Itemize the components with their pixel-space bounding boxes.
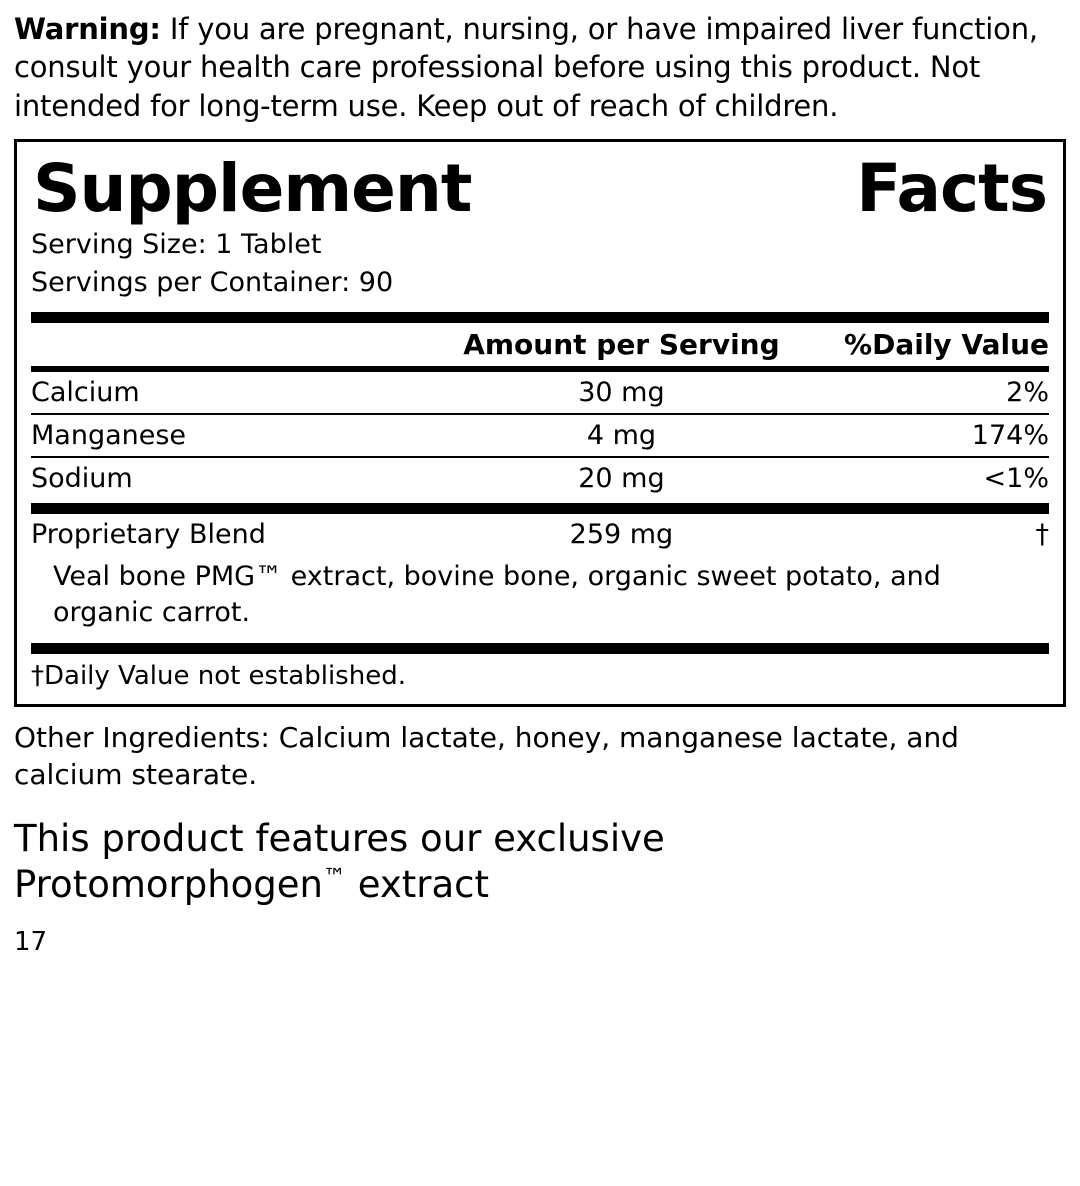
rule-below-blend bbox=[31, 643, 1049, 654]
facts-table bbox=[31, 323, 1049, 366]
nutrient-name: Sodium bbox=[31, 463, 133, 495]
title-supplement-word: Supplement bbox=[33, 149, 472, 227]
nutrient-daily-value: 2% bbox=[805, 372, 1049, 414]
servings-per-container: Servings per Container: 90 bbox=[31, 267, 394, 299]
table-row bbox=[31, 414, 1049, 457]
serving-size: Serving Size: 1 Tablet bbox=[31, 228, 322, 260]
header-daily-value: %Daily Value bbox=[844, 328, 1049, 362]
warning-label: Warning: bbox=[14, 12, 161, 46]
nutrient-daily-value: <1% bbox=[983, 463, 1049, 495]
nutrient-name: Calcium bbox=[31, 372, 438, 414]
feature-product-name: Protomorphogen bbox=[14, 863, 324, 907]
blend-table bbox=[31, 514, 1049, 555]
nutrient-amount: 30 mg bbox=[438, 372, 804, 414]
rule-above-blend bbox=[31, 503, 1049, 514]
page-number: 17 bbox=[14, 926, 48, 957]
blend-amount: 259 mg bbox=[569, 519, 674, 551]
header-nutrient bbox=[31, 323, 438, 366]
rule-thick-top bbox=[31, 312, 1049, 323]
warning-text: If you are pregnant, nursing, or have impaired liver function, consult your health care professional before using this product. Not intended for long-term use. Keep out of reach of children. bbox=[14, 12, 1038, 123]
other-ingredients: Other Ingredients: Calcium lactate, honey, manganese lactate, and calcium stearate. bbox=[14, 720, 959, 792]
nutrient-daily-value: 174% bbox=[805, 414, 1049, 457]
feature-line-1: This product features our exclusive bbox=[14, 817, 665, 861]
table-row bbox=[31, 514, 1049, 555]
trademark-icon: ™ bbox=[323, 864, 346, 891]
blend-description: Veal bone PMG™ extract, bovine bone, organic sweet potato, and organic carrot. bbox=[53, 561, 941, 629]
header-amount-per-serving: Amount per Serving bbox=[463, 328, 780, 362]
supplement-facts-title bbox=[31, 148, 1049, 226]
warning-paragraph bbox=[14, 10, 1066, 125]
table-row bbox=[31, 457, 1049, 499]
blend-name: Proprietary Blend bbox=[31, 519, 266, 551]
nutrient-name: Manganese bbox=[31, 414, 438, 457]
supplement-label-page bbox=[0, 10, 1080, 1186]
nutrient-amount: 4 mg bbox=[438, 414, 804, 457]
serving-info bbox=[31, 226, 1049, 309]
feature-text bbox=[14, 816, 1066, 909]
daily-value-footnote: †Daily Value not established. bbox=[31, 660, 406, 691]
facts-header-row bbox=[31, 323, 1049, 366]
nutrient-amount: 20 mg bbox=[578, 463, 665, 495]
title-facts-word: Facts bbox=[856, 149, 1047, 227]
nutrients-table bbox=[31, 372, 1049, 499]
blend-daily-value: † bbox=[1035, 519, 1049, 551]
feature-line-2-suffix: extract bbox=[345, 863, 489, 907]
supplement-facts-panel bbox=[14, 139, 1066, 707]
table-row bbox=[31, 372, 1049, 414]
feature-line-2 bbox=[14, 862, 1066, 908]
